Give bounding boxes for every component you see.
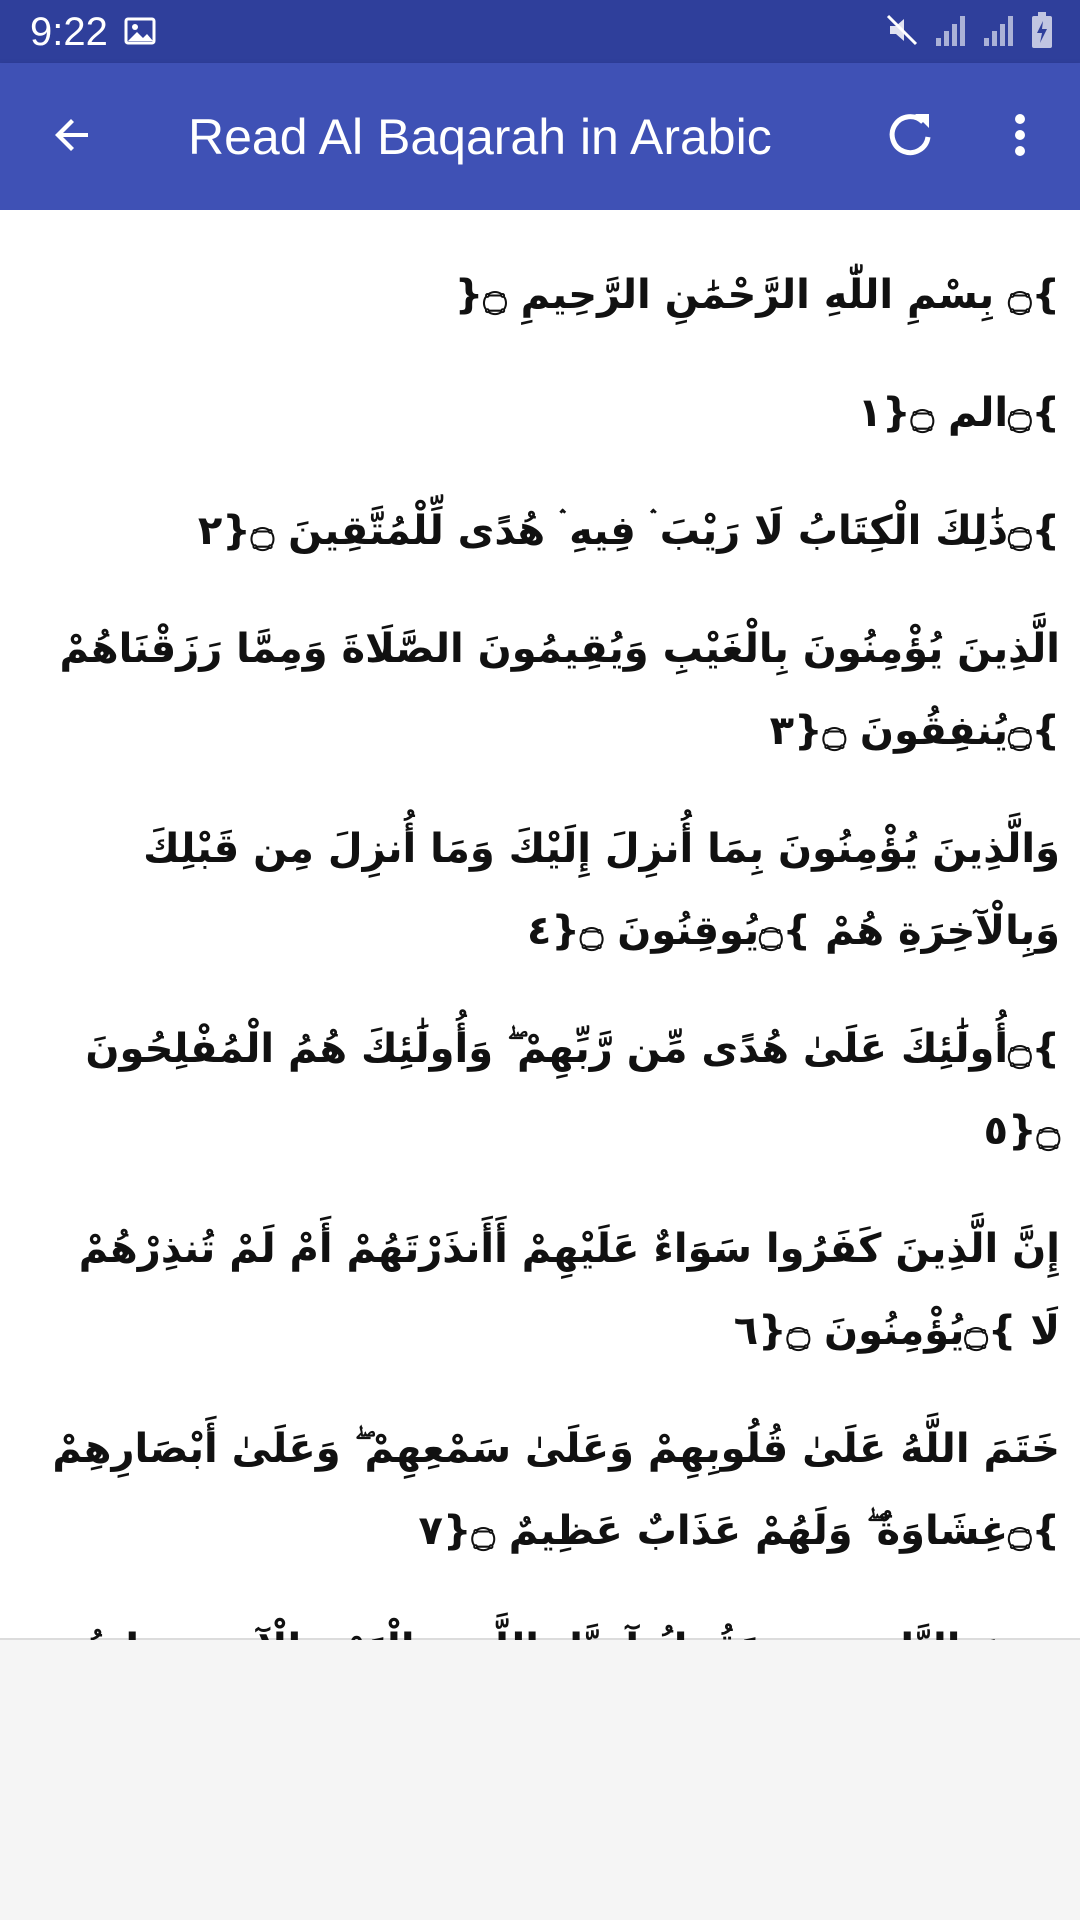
- signal-icon: [934, 12, 968, 52]
- battery-charging-icon: [1030, 11, 1054, 53]
- bottom-blank-area: [0, 1640, 1080, 1920]
- verse-item: }۝الم ۝{١: [857, 390, 1060, 436]
- verse-item: وَالَّذِينَ يُؤْمِنُونَ بِمَا أُنزِلَ إِلَيْكَ وَمَا أُنزِلَ مِن قَبْلِكَ وَبِالْآخِرَةِ هُمْ }۝يُوقِنُونَ ۝{٤: [143, 826, 1060, 954]
- arrow-back-icon: [48, 111, 96, 163]
- verse-item: خَتَمَ اللَّهُ عَلَىٰ قُلُوبِهِمْ وَعَلَىٰ سَمْعِهِمْ ۖ وَعَلَىٰ أَبْصَارِهِمْ }۝غِشَاوَةٌ ۖ وَلَهُمْ عَذَابٌ عَظِيمٌ ۝{٧: [52, 1426, 1060, 1554]
- verse-item: }۝ذَٰلِكَ الْكِتَابُ لَا رَيْبَ ۛ فِيهِ ۛ هُدًى لِّلْمُتَّقِينَ ۝{٢: [197, 508, 1060, 554]
- verse-item: }۝ بِسْمِ اللّٰهِ الرَّحْمَٰنِ الرَّحِيمِ ۝{: [454, 272, 1060, 318]
- more-options-button[interactable]: [988, 105, 1052, 169]
- refresh-button[interactable]: [878, 105, 942, 169]
- verse-list: [0, 210, 1080, 1772]
- more-vert-icon: [1010, 110, 1030, 164]
- image-icon: [124, 15, 156, 47]
- status-time: 9:22: [30, 10, 108, 54]
- signal-icon: [982, 12, 1016, 52]
- mute-icon: [884, 12, 920, 52]
- page-title: Read Al Baqarah in Arabic: [188, 109, 772, 165]
- status-bar: [0, 0, 1080, 63]
- back-button[interactable]: [40, 105, 104, 169]
- verse-item: إِنَّ الَّذِينَ كَفَرُوا سَوَاءٌ عَلَيْهِمْ أَأَنذَرْتَهُمْ أَمْ لَمْ تُنذِرْهُمْ لَا }۝يُؤْمِنُونَ ۝{٦: [78, 1226, 1060, 1354]
- status-icons: [884, 12, 1054, 52]
- verse-item: الَّذِينَ يُؤْمِنُونَ بِالْغَيْبِ وَيُقِيمُونَ الصَّلَاةَ وَمِمَّا رَزَقْنَاهُمْ }۝يُنفِقُونَ ۝{٣: [59, 626, 1060, 754]
- refresh-icon: [885, 110, 935, 164]
- app-bar: [0, 63, 1080, 210]
- verse-content[interactable]: [0, 210, 1080, 1640]
- verse-item: }۝أُولَٰئِكَ عَلَىٰ هُدًى مِّن رَّبِّهِمْ ۖ وَأُولَٰئِكَ هُمُ الْمُفْلِحُونَ ۝{٥: [85, 1026, 1060, 1154]
